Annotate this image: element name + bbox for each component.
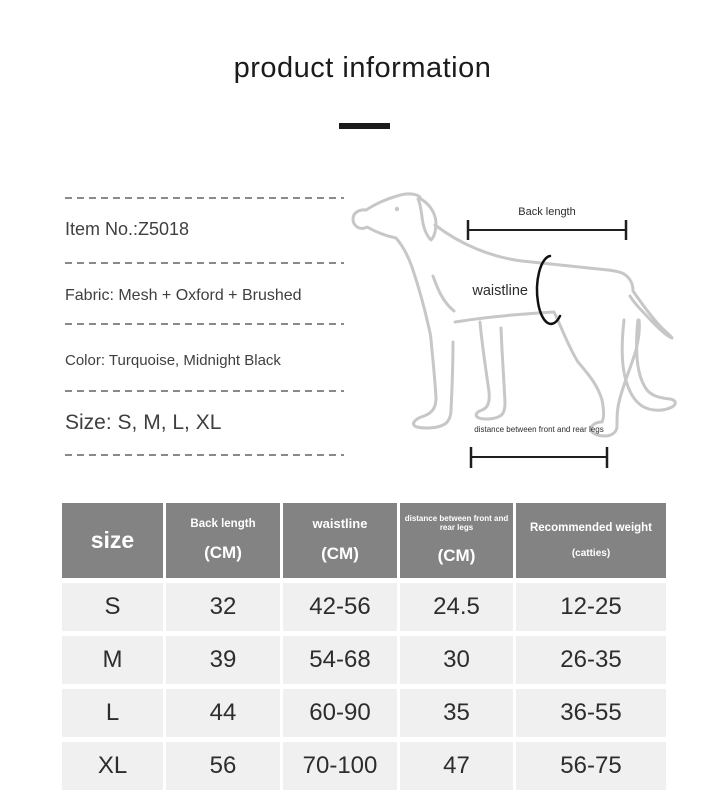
table-cell: 56 <box>166 742 280 790</box>
table-header-leg-distance <box>400 503 513 578</box>
header-line1: distance between front and rear legs <box>404 514 509 532</box>
table-cell: 30 <box>400 636 513 684</box>
dog-front-body <box>353 210 453 428</box>
back-length-label: Back length <box>518 206 576 218</box>
table-cell: 39 <box>166 636 280 684</box>
spec-item-number: Item No.:Z5018 <box>65 219 190 239</box>
dog-line-art <box>340 170 725 480</box>
table-cell-size-s: S <box>62 583 163 631</box>
table-cell-size-l: L <box>62 689 163 737</box>
waistline-label: waistline <box>472 283 528 299</box>
dashed-divider <box>65 454 344 456</box>
dog-ear <box>418 198 436 240</box>
page-title: product information <box>233 52 492 84</box>
dashed-divider <box>65 197 344 199</box>
back-length-measure-line <box>468 220 626 240</box>
header-line1: waistline <box>312 515 368 531</box>
table-cell-size-xl: XL <box>62 742 163 790</box>
dashed-divider <box>65 323 344 325</box>
dog-measurement-diagram <box>340 170 725 480</box>
header-line2: (CM) <box>321 544 359 564</box>
dog-far-front-leg <box>476 322 505 419</box>
dashed-divider <box>65 262 344 264</box>
spec-size: Size: S, M, L, XL <box>65 411 222 434</box>
table-cell: 12-25 <box>516 583 666 631</box>
table-cell: 32 <box>166 583 280 631</box>
header-line1: Back length <box>190 517 256 530</box>
header-line2: (CM) <box>204 543 242 563</box>
dashed-divider <box>65 390 344 392</box>
table-cell: 60-90 <box>283 689 397 737</box>
table-cell: 42-56 <box>283 583 397 631</box>
table-header-waistline <box>283 503 397 578</box>
table-cell: 54-68 <box>283 636 397 684</box>
header-line2: (catties) <box>571 548 611 560</box>
dog-eye <box>395 207 399 211</box>
title-underline <box>339 123 390 129</box>
table-header-recommended-weight <box>516 503 666 578</box>
table-cell: 47 <box>400 742 513 790</box>
spec-fabric: Fabric: Mesh + Oxford + Brushed <box>65 287 302 304</box>
dog-head-top <box>366 194 420 210</box>
dog-shoulder-line <box>433 276 454 311</box>
table-cell: 36-55 <box>516 689 666 737</box>
table-cell: 26-35 <box>516 636 666 684</box>
table-cell: 35 <box>400 689 513 737</box>
table-cell: 24.5 <box>400 583 513 631</box>
header-line2: (CM) <box>437 545 476 565</box>
size-table <box>62 503 666 790</box>
table-cell: 56-75 <box>516 742 666 790</box>
table-cell: 70-100 <box>283 742 397 790</box>
leg-distance-measure-line <box>471 447 607 468</box>
table-header-size: size <box>62 503 163 578</box>
leg-distance-label: distance between front and rear legs <box>474 425 604 434</box>
table-cell: 44 <box>166 689 280 737</box>
table-cell-size-m: M <box>62 636 163 684</box>
header-line1: Recommended weight <box>529 521 653 534</box>
spec-color: Color: Turquoise, Midnight Black <box>65 352 281 369</box>
table-header-back-length <box>166 503 280 578</box>
